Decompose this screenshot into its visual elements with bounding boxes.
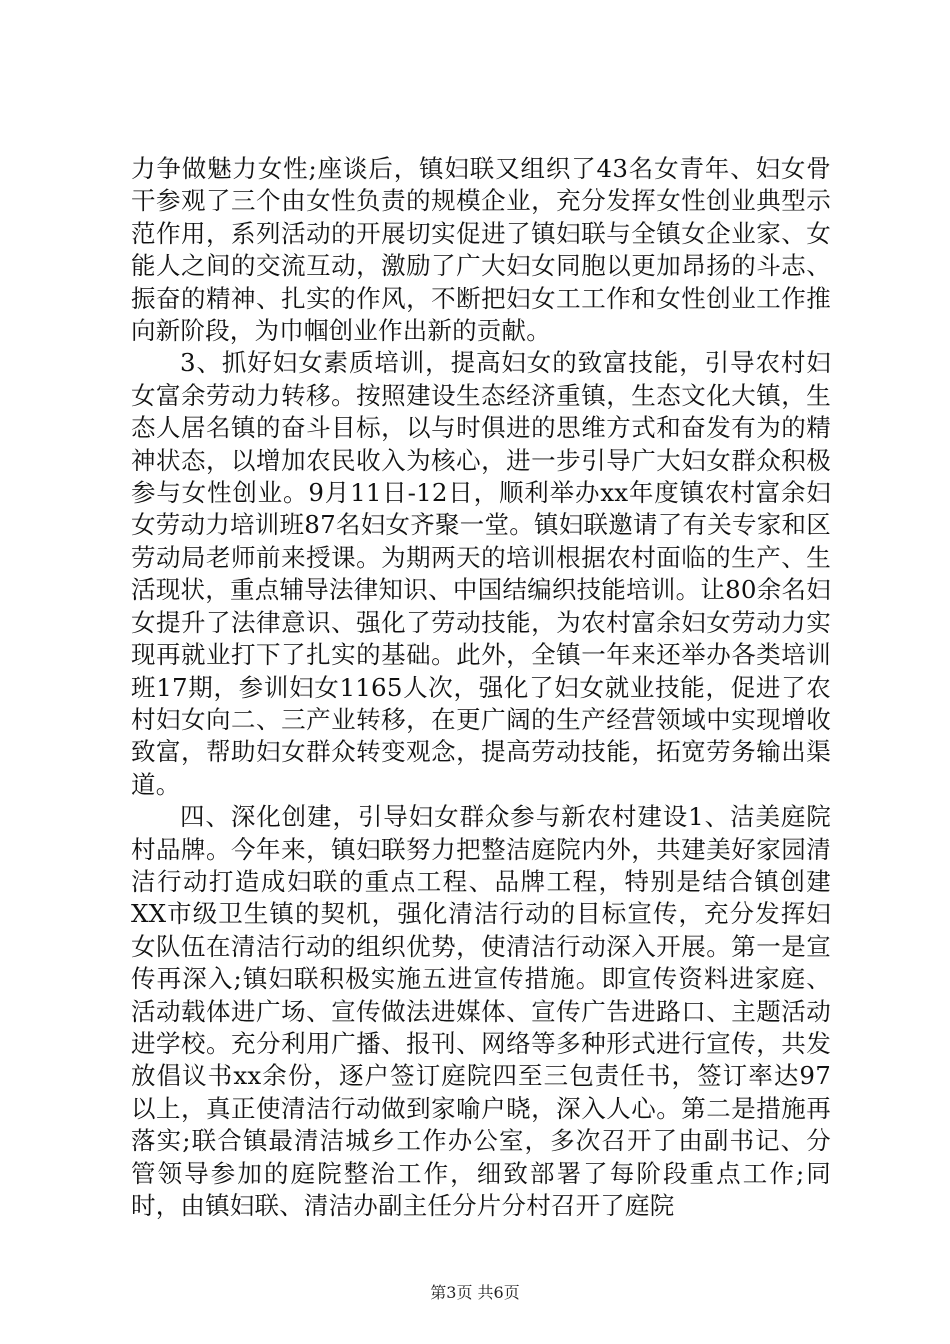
- paragraph-2: 3、抓好妇女素质培训，提高妇女的致富技能，引导农村妇女富余劳动力转移。按照建设生态经济重镇，生态文化大镇，生态人居名镇的奋斗目标，以与时俱进的思维方式和奋发有为的精神状态，以增加农民收入为核心，进一步引导广大妇女群众积极参与女性创业。9月11日-12日，顺利举办xx年度镇农村富余妇女劳动力培训班87名妇女齐聚一堂。镇妇联邀请了有关专家和区劳动局老师前来授课。为期两天的培训根据农村面临的生产、生活现状，重点辅导法律知识、中国结编织技能培训。让80余名妇女提升了法律意识、强化了劳动技能，为农村富余妇女劳动力实现再就业打下了扎实的基础。此外，全镇一年来还举办各类培训班17期，参训妇女1165人次，强化了妇女就业技能，促进了农村妇女向二、三产业转移，在更广阔的生产经营领域中实现增收致富，帮助妇女群众转变观念，提高劳动技能，拓宽劳务输出渠道。: [131, 348, 831, 799]
- paragraph-1: 力争做魅力女性;座谈后，镇妇联又组织了43名女青年、妇女骨干参观了三个由女性负责的规模企业，充分发挥女性创业典型示范作用，系列活动的开展切实促进了镇妇联与全镇女企业家、女能人之间的交流互动，激励了广大妇女同胞以更加昂扬的斗志、振奋的精神、扎实的作风，不断把妇女工工作和女性创业工作推向新阶段，为巾帼创业作出新的贡献。: [131, 154, 831, 346]
- page-footer: [0, 1280, 950, 1303]
- page-number-label: 第3页 共6页: [430, 1283, 520, 1302]
- document-body: [131, 153, 831, 1222]
- paragraph-3: 四、深化创建，引导妇女群众参与新农村建设1、洁美庭院村品牌。今年来，镇妇联努力把整洁庭院内外，共建美好家园清洁行动打造成妇联的重点工程、品牌工程，特别是结合镇创建XX市级卫生镇的契机，强化清洁行动的目标宣传，充分发挥妇女队伍在清洁行动的组织优势，使清洁行动深入开展。第一是宣传再深入;镇妇联积极实施五进宣传措施。即宣传资料进家庭、活动载体进广场、宣传做法进媒体、宣传广告进路口、主题活动进学校。充分利用广播、报刊、网络等多种形式进行宣传，共发放倡议书xx余份，逐户签订庭院四至三包责任书，签订率达97以上，真正使清洁行动做到家喻户晓，深入人心。第二是措施再落实;联合镇最清洁城乡工作办公室，多次召开了由副书记、分管领导参加的庭院整治工作，细致部署了每阶段重点工作;同时，由镇妇联、清洁办副主任分片分村召开了庭院: [131, 802, 831, 1220]
